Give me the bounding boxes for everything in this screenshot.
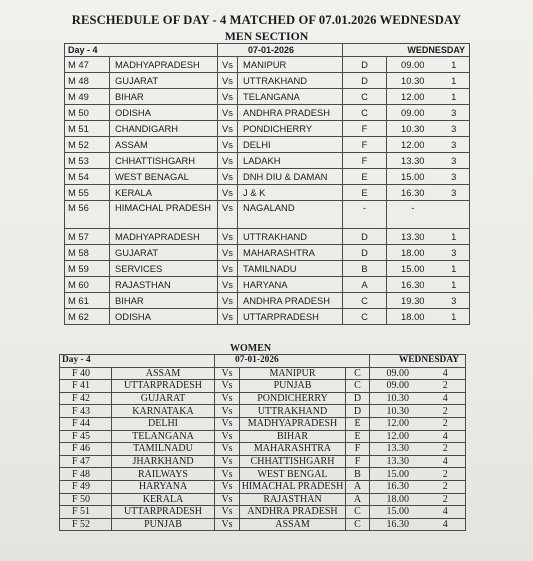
versus-label-cell: Vs (218, 245, 238, 261)
group-number-cell: 2 (426, 480, 466, 493)
court-cell: D (346, 392, 370, 405)
versus-label-cell: Vs (218, 229, 238, 245)
team-2-cell: MAHARASHTRA (238, 245, 343, 261)
match-time-cell: 13.30 (370, 443, 426, 456)
team-1-cell: ODISHA (110, 309, 218, 325)
team-1-cell: GUJARAT (110, 73, 218, 89)
versus-label-cell: Vs (215, 430, 240, 443)
match-time-cell: 12.00 (370, 430, 426, 443)
team-1-cell: BIHAR (110, 293, 218, 309)
women-section-heading: WOMEN (230, 343, 272, 354)
men-date-label: 07-01-2026 (218, 44, 343, 57)
court-cell: A (343, 277, 387, 293)
court-cell: F (346, 455, 370, 468)
team-2-cell: NAGALAND (238, 201, 343, 229)
court-cell: D (343, 73, 387, 89)
match-time-cell: 13.30 (387, 229, 439, 245)
match-time-cell: 12.00 (387, 89, 439, 105)
match-time-cell: 13.30 (387, 153, 439, 169)
team-1-cell: UTTARPRADESH (112, 380, 215, 393)
court-cell: A (346, 480, 370, 493)
team-2-cell: PONDICHERRY (240, 392, 346, 405)
match-number-cell: F 50 (60, 493, 112, 506)
table-row (60, 493, 466, 506)
match-number-cell: M 60 (65, 277, 110, 293)
match-number-cell: F 52 (60, 518, 112, 531)
table-row (60, 380, 466, 393)
team-1-cell: KARNATAKA (112, 405, 215, 418)
table-row (65, 245, 470, 261)
versus-label-cell: Vs (218, 153, 238, 169)
match-time-cell: 10.30 (387, 121, 439, 137)
team-1-cell: BIHAR (110, 89, 218, 105)
match-time-cell: 16.30 (370, 480, 426, 493)
court-cell: F (346, 443, 370, 456)
team-1-cell: WEST BENAGAL (110, 169, 218, 185)
team-1-cell: RAILWAYS (112, 468, 215, 481)
match-time-cell: 12.00 (387, 137, 439, 153)
group-number-cell: 3 (439, 293, 470, 309)
group-number-cell: 1 (439, 277, 470, 293)
group-number-cell: 3 (439, 169, 470, 185)
women-table-header (60, 355, 466, 368)
group-number-cell: 3 (439, 137, 470, 153)
team-2-cell: LADAKH (238, 153, 343, 169)
court-cell: A (346, 493, 370, 506)
table-row (65, 293, 470, 309)
court-cell: C (343, 105, 387, 121)
table-row (60, 392, 466, 405)
team-2-cell: HARYANA (238, 277, 343, 293)
match-time-cell: 15.00 (370, 468, 426, 481)
versus-label-cell: Vs (218, 137, 238, 153)
team-1-cell: UTTARPRADESH (112, 506, 215, 519)
team-2-cell: UTTRAKHAND (240, 405, 346, 418)
group-number-cell: 1 (439, 229, 470, 245)
team-1-cell: ASSAM (110, 137, 218, 153)
court-cell: E (343, 169, 387, 185)
team-1-cell: MADHYAPRADESH (110, 229, 218, 245)
court-cell: E (343, 185, 387, 201)
match-number-cell: M 61 (65, 293, 110, 309)
court-cell: F (343, 137, 387, 153)
match-number-cell: M 56 (65, 201, 110, 229)
court-cell: C (343, 309, 387, 325)
match-number-cell: M 62 (65, 309, 110, 325)
match-number-cell: M 57 (65, 229, 110, 245)
match-time-cell: 16.30 (387, 277, 439, 293)
versus-label-cell: Vs (215, 518, 240, 531)
table-row (60, 443, 466, 456)
match-time-cell: 10.30 (370, 405, 426, 418)
table-row (65, 105, 470, 121)
group-number-cell: 3 (439, 121, 470, 137)
match-time-cell: 19.30 (387, 293, 439, 309)
match-number-cell: F 41 (60, 380, 112, 393)
table-row (60, 518, 466, 531)
match-time-cell: 18.00 (370, 493, 426, 506)
team-2-cell: MAHARASHTRA (240, 443, 346, 456)
match-time-cell: 09.00 (387, 105, 439, 121)
match-time-cell: 18.00 (387, 309, 439, 325)
match-number-cell: F 48 (60, 468, 112, 481)
court-cell: C (346, 506, 370, 519)
group-number-cell: 2 (426, 417, 466, 430)
court-cell: C (346, 518, 370, 531)
court-cell: - (343, 201, 387, 229)
team-2-cell: DELHI (238, 137, 343, 153)
team-2-cell: UTTARPRADESH (238, 309, 343, 325)
group-number-cell (439, 201, 470, 229)
group-number-cell: 4 (426, 455, 466, 468)
match-number-cell: F 44 (60, 417, 112, 430)
group-number-cell: 4 (426, 392, 466, 405)
court-cell: E (346, 430, 370, 443)
table-row (65, 261, 470, 277)
court-cell: F (343, 153, 387, 169)
team-2-cell: HIMACHAL PRADESH (240, 480, 346, 493)
group-number-cell: 1 (439, 73, 470, 89)
versus-label-cell: Vs (215, 468, 240, 481)
page-title: RESCHEDULE OF DAY - 4 MATCHED OF 07.01.2026 WEDNESDAY (71, 13, 462, 27)
match-number-cell: M 53 (65, 153, 110, 169)
table-row (60, 367, 466, 380)
table-row (60, 405, 466, 418)
match-time-cell: 18.00 (387, 245, 439, 261)
group-number-cell: 3 (439, 153, 470, 169)
group-number-cell: 2 (426, 468, 466, 481)
versus-label-cell: Vs (218, 57, 238, 73)
women-weekday-label: WEDNESDAY (370, 355, 466, 368)
match-time-cell: 16.30 (370, 518, 426, 531)
group-number-cell: 2 (426, 405, 466, 418)
match-number-cell: M 47 (65, 57, 110, 73)
match-number-cell: M 55 (65, 185, 110, 201)
group-number-cell: 1 (439, 261, 470, 277)
group-number-cell: 1 (439, 57, 470, 73)
match-time-cell: - (387, 201, 439, 229)
women-schedule-table (59, 354, 466, 531)
team-2-cell: ANDHRA PRADESH (238, 105, 343, 121)
table-row (65, 201, 470, 229)
group-number-cell: 3 (439, 185, 470, 201)
table-row (65, 89, 470, 105)
table-row (65, 229, 470, 245)
versus-label-cell: Vs (218, 277, 238, 293)
group-number-cell: 4 (426, 506, 466, 519)
court-cell: C (343, 89, 387, 105)
match-time-cell: 10.30 (387, 73, 439, 89)
team-1-cell: DELHI (112, 417, 215, 430)
versus-label-cell: Vs (218, 201, 238, 229)
match-number-cell: M 49 (65, 89, 110, 105)
men-table-header (65, 44, 470, 57)
group-number-cell: 4 (426, 367, 466, 380)
table-row (65, 277, 470, 293)
match-time-cell: 15.00 (370, 506, 426, 519)
men-day-label: Day - 4 (65, 44, 218, 57)
court-cell: C (346, 367, 370, 380)
table-row (65, 153, 470, 169)
versus-label-cell: Vs (218, 169, 238, 185)
group-number-cell: 3 (439, 245, 470, 261)
match-number-cell: M 54 (65, 169, 110, 185)
team-2-cell: MADHYAPRADESH (240, 417, 346, 430)
table-row (65, 309, 470, 325)
team-2-cell: MANIPUR (238, 57, 343, 73)
match-number-cell: F 40 (60, 367, 112, 380)
team-1-cell: CHHATTISHGARH (110, 153, 218, 169)
table-row (65, 169, 470, 185)
team-2-cell: ASSAM (240, 518, 346, 531)
group-number-cell: 4 (426, 518, 466, 531)
table-row (60, 417, 466, 430)
team-1-cell: GUJARAT (112, 392, 215, 405)
versus-label-cell: Vs (218, 121, 238, 137)
table-row (60, 430, 466, 443)
women-date-label: 07-01-2026 (215, 355, 370, 368)
team-2-cell: ANDHRA PRADESH (238, 293, 343, 309)
team-1-cell: SERVICES (110, 261, 218, 277)
match-number-cell: M 52 (65, 137, 110, 153)
court-cell: D (343, 57, 387, 73)
court-cell: F (343, 121, 387, 137)
court-cell: C (346, 380, 370, 393)
team-2-cell: PUNJAB (240, 380, 346, 393)
versus-label-cell: Vs (215, 392, 240, 405)
team-2-cell: UTTRAKHAND (238, 229, 343, 245)
team-2-cell: UTTRAKHAND (238, 73, 343, 89)
table-row (60, 468, 466, 481)
team-1-cell: KERALA (110, 185, 218, 201)
match-number-cell: M 48 (65, 73, 110, 89)
versus-label-cell: Vs (215, 455, 240, 468)
match-time-cell: 13.30 (370, 455, 426, 468)
versus-label-cell: Vs (215, 493, 240, 506)
versus-label-cell: Vs (218, 105, 238, 121)
group-number-cell: 2 (426, 443, 466, 456)
table-row (65, 73, 470, 89)
group-number-cell: 2 (426, 493, 466, 506)
versus-label-cell: Vs (215, 480, 240, 493)
table-row (60, 506, 466, 519)
match-time-cell: 16.30 (387, 185, 439, 201)
table-row (60, 480, 466, 493)
match-number-cell: M 59 (65, 261, 110, 277)
team-2-cell: TELANGANA (238, 89, 343, 105)
team-1-cell: ODISHA (110, 105, 218, 121)
group-number-cell: 3 (439, 105, 470, 121)
team-2-cell: BIHAR (240, 430, 346, 443)
match-number-cell: F 51 (60, 506, 112, 519)
match-number-cell: F 49 (60, 480, 112, 493)
match-number-cell: F 42 (60, 392, 112, 405)
match-time-cell: 09.00 (370, 367, 426, 380)
match-time-cell: 09.00 (387, 57, 439, 73)
court-cell: D (343, 229, 387, 245)
match-number-cell: F 46 (60, 443, 112, 456)
team-1-cell: TELANGANA (112, 430, 215, 443)
team-1-cell: CHANDIGARH (110, 121, 218, 137)
versus-label-cell: Vs (218, 185, 238, 201)
match-number-cell: F 47 (60, 455, 112, 468)
team-1-cell: RAJASTHAN (110, 277, 218, 293)
match-number-cell: M 58 (65, 245, 110, 261)
match-number-cell: M 51 (65, 121, 110, 137)
table-row (65, 137, 470, 153)
match-time-cell: 15.00 (387, 169, 439, 185)
court-cell: D (346, 405, 370, 418)
group-number-cell: 4 (426, 430, 466, 443)
court-cell: B (343, 261, 387, 277)
team-2-cell: RAJASTHAN (240, 493, 346, 506)
men-schedule-table (64, 43, 470, 325)
versus-label-cell: Vs (215, 417, 240, 430)
versus-label-cell: Vs (215, 506, 240, 519)
match-time-cell: 09.00 (370, 380, 426, 393)
team-1-cell: TAMILNADU (112, 443, 215, 456)
men-section-heading: MEN SECTION (224, 29, 309, 43)
team-1-cell: GUJARAT (110, 245, 218, 261)
versus-label-cell: Vs (218, 293, 238, 309)
versus-label-cell: Vs (218, 73, 238, 89)
versus-label-cell: Vs (218, 89, 238, 105)
court-cell: E (346, 417, 370, 430)
court-cell: D (343, 245, 387, 261)
match-number-cell: M 50 (65, 105, 110, 121)
versus-label-cell: Vs (215, 380, 240, 393)
men-weekday-label: WEDNESDAY (343, 44, 470, 57)
team-1-cell: PUNJAB (112, 518, 215, 531)
versus-label-cell: Vs (215, 405, 240, 418)
team-1-cell: JHARKHAND (112, 455, 215, 468)
match-time-cell: 15.00 (387, 261, 439, 277)
team-1-cell: KERALA (112, 493, 215, 506)
group-number-cell: 1 (439, 309, 470, 325)
versus-label-cell: Vs (215, 443, 240, 456)
table-row (60, 455, 466, 468)
court-cell: B (346, 468, 370, 481)
team-2-cell: ANDHRA PRADESH (240, 506, 346, 519)
group-number-cell: 1 (439, 89, 470, 105)
match-time-cell: 12.00 (370, 417, 426, 430)
versus-label-cell: Vs (215, 367, 240, 380)
match-number-cell: F 45 (60, 430, 112, 443)
table-row (65, 185, 470, 201)
match-time-cell: 10.30 (370, 392, 426, 405)
women-day-label: Day - 4 (60, 355, 215, 368)
team-2-cell: DNH DIU & DAMAN (238, 169, 343, 185)
team-2-cell: PONDICHERRY (238, 121, 343, 137)
table-row (65, 121, 470, 137)
team-2-cell: WEST BENGAL (240, 468, 346, 481)
team-2-cell: TAMILNADU (238, 261, 343, 277)
team-1-cell: HIMACHAL PRADESH (110, 201, 218, 229)
team-1-cell: ASSAM (112, 367, 215, 380)
group-number-cell: 2 (426, 380, 466, 393)
team-2-cell: CHHATTISHGARH (240, 455, 346, 468)
match-number-cell: F 43 (60, 405, 112, 418)
team-2-cell: MANIPUR (240, 367, 346, 380)
team-2-cell: J & K (238, 185, 343, 201)
court-cell: C (343, 293, 387, 309)
versus-label-cell: Vs (218, 261, 238, 277)
versus-label-cell: Vs (218, 309, 238, 325)
team-1-cell: HARYANA (112, 480, 215, 493)
team-1-cell: MADHYAPRADESH (110, 57, 218, 73)
table-row (65, 57, 470, 73)
